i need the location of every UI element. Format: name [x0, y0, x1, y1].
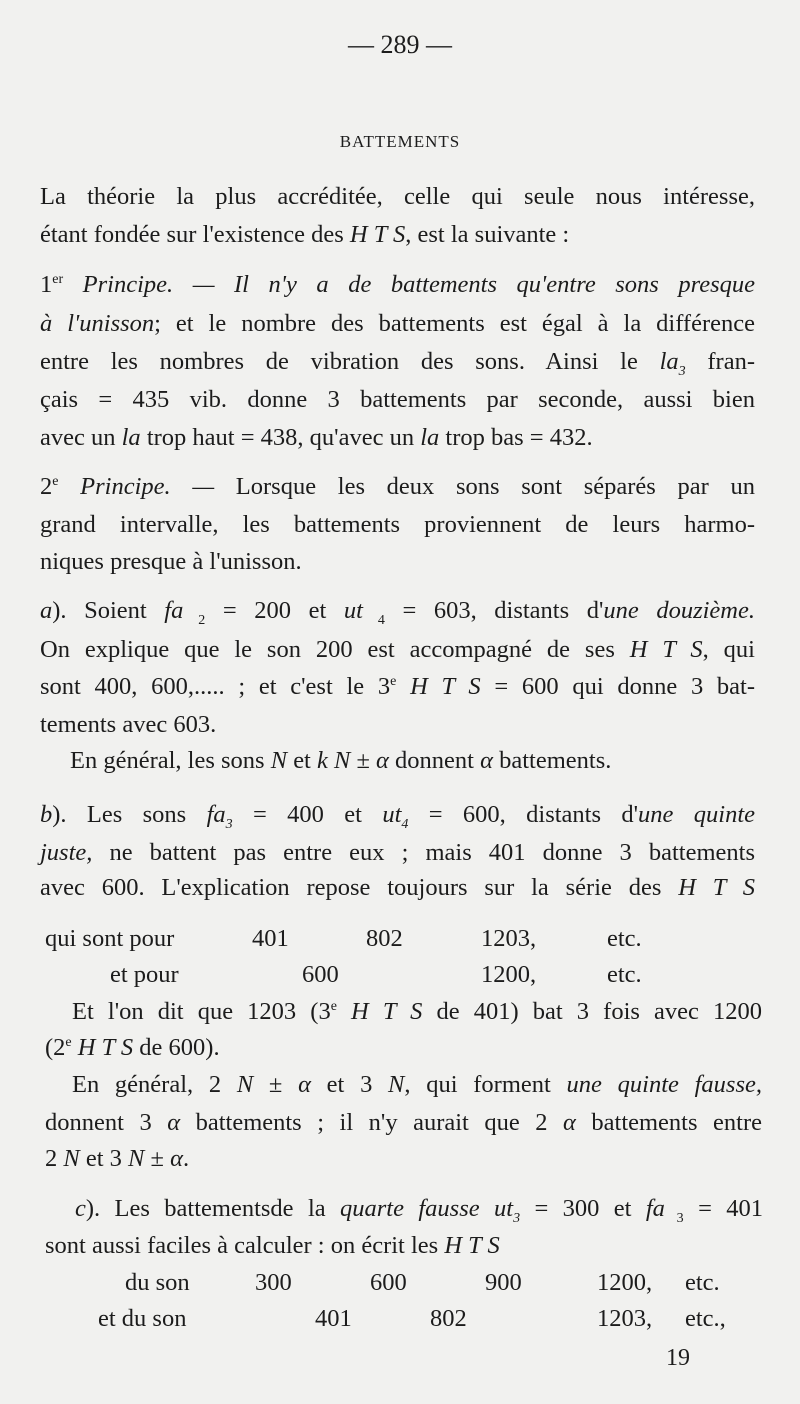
text: , qui forment [404, 1071, 567, 1098]
superscript: e [330, 998, 337, 1014]
note-la: la [121, 424, 141, 451]
pb-line2 [40, 838, 755, 868]
text: , qui [702, 636, 755, 663]
signature-mark: 19 [666, 1345, 690, 1371]
text: trop haut = 438, qu'avec un [140, 424, 421, 451]
p2-line5 [40, 423, 593, 453]
p3-line2: grand intervalle, les battements proviennent de leurs harmo- [40, 511, 755, 538]
text: fran- [685, 348, 755, 375]
math-kN: k N [317, 747, 351, 774]
superscript: e [52, 473, 59, 489]
text: ± [253, 1071, 299, 1098]
series-value: 300 [255, 1269, 292, 1296]
series-row-label: qui sont pour [45, 925, 175, 952]
pa-line5 [70, 746, 611, 776]
series-value: 1203, [481, 925, 537, 952]
series-value: 401 [252, 925, 289, 952]
text: = 200 et [205, 597, 344, 624]
pa-line4: tements avec 603. [40, 711, 217, 738]
superscript: er [52, 271, 64, 287]
hts-term: H T S [629, 636, 703, 663]
pb-line6 [72, 1070, 762, 1100]
subscript: 3 [664, 1210, 684, 1226]
math-N: N [388, 1071, 405, 1098]
note-fa: fa [164, 597, 184, 624]
superscript: e [390, 673, 397, 689]
subscript: 4 [401, 816, 409, 832]
series-value: etc. [607, 925, 642, 952]
text: (2 [45, 1034, 66, 1061]
text: = 600, distants d' [408, 801, 639, 828]
math-alpha: α [298, 1071, 311, 1098]
item-letter: a [40, 597, 53, 624]
series-value: 1200, [597, 1269, 653, 1296]
hts-term: H T S [396, 673, 481, 700]
series-value: 900 [485, 1269, 522, 1296]
text: ). Les sons [52, 801, 207, 828]
text: de 600). [133, 1034, 220, 1061]
series-value: 1203, [597, 1305, 653, 1332]
text: = 600 qui donne 3 bat- [480, 673, 755, 700]
text: battements. [492, 747, 612, 774]
text: ). Soient [52, 597, 165, 624]
text: = 401 [683, 1195, 764, 1222]
pb-line1 [40, 800, 755, 830]
text: sont aussi faciles à calculer : on écrit les [45, 1232, 445, 1259]
running-header: BATTEMENTS [339, 132, 461, 151]
p3-line3: niques presque à l'unisson. [40, 548, 302, 575]
text: trop bas = 432. [439, 424, 593, 451]
pb-line8 [45, 1144, 189, 1174]
math-alpha: α [376, 747, 389, 774]
series-value: 1200, [481, 961, 537, 988]
text: avec un [40, 424, 122, 451]
text: donnent [388, 747, 481, 774]
text: battements entre [575, 1109, 762, 1136]
math-alpha: α [170, 1145, 183, 1172]
pa-line1 [40, 596, 755, 626]
text: On explique que le son 200 est accompagné de ses [40, 636, 630, 663]
p2-line1 [40, 270, 755, 300]
math-alpha: α [167, 1109, 181, 1136]
item-letter: c [75, 1195, 86, 1222]
subscript: 3 [225, 816, 233, 832]
text: entre les nombres de vibration des sons. Ainsi le [40, 348, 660, 375]
pc-line2 [45, 1231, 500, 1261]
series-value: 802 [366, 925, 403, 952]
math-N: N [128, 1145, 145, 1172]
text: = 603, distants d' [384, 597, 604, 624]
math-N: N [63, 1145, 80, 1172]
math-alpha: α [563, 1109, 576, 1136]
text: avec 600. L'explication repose toujours sur la série des [40, 874, 679, 901]
text: et [287, 747, 317, 774]
text: En général, les sons [70, 747, 271, 774]
series-value: etc. [607, 961, 642, 988]
note-ut: ut [479, 1195, 514, 1222]
text: 1 [40, 271, 53, 298]
text: sont 400, 600,..... ; et c'est le 3 [40, 673, 391, 700]
p2-line3 [40, 347, 755, 377]
text: étant fondée sur l'existence des [40, 221, 350, 248]
principle-heading: Principe. — [63, 271, 235, 298]
note-ut: ut [382, 801, 402, 828]
text: Et l'on dit que 1203 (3 [72, 998, 331, 1025]
p2-line4: çais = 435 vib. donne 3 battements par seconde, aussi bien [40, 386, 755, 413]
text: ± [144, 1145, 171, 1172]
series-value: etc., [685, 1305, 726, 1332]
series-value: 600 [370, 1269, 407, 1296]
page-number: — 289 — [348, 30, 452, 59]
note-la: la [420, 424, 440, 451]
text: et 3 [310, 1071, 389, 1098]
series-row-label: et du son [98, 1305, 187, 1332]
italic-text: une douzième. [603, 597, 755, 624]
principle-heading: Principe. — [58, 473, 236, 500]
series-value: 401 [315, 1305, 352, 1332]
item-letter: b [40, 801, 53, 828]
series-value: 802 [430, 1305, 467, 1332]
hts-term: H T S [336, 998, 423, 1025]
math-N: N [236, 1071, 254, 1098]
text: donnent 3 [45, 1109, 168, 1136]
text: battements ; il n'y aurait que 2 [180, 1109, 563, 1136]
text: ; et le nombre des battements est égal à la différence [154, 310, 755, 337]
italic-text: une quinte fausse, [566, 1071, 762, 1098]
text: , est la suivante : [405, 221, 570, 248]
text: 2 [45, 1145, 64, 1172]
pb-line4 [72, 997, 762, 1027]
text: . [182, 1145, 190, 1172]
principle-statement: Il n'y a de battements qu'entre sons presque [234, 271, 755, 298]
text: = 300 et [520, 1195, 646, 1222]
series-row-label: du son [125, 1269, 190, 1296]
hts-term: H T S [444, 1232, 500, 1259]
text: et 3 [79, 1145, 129, 1172]
italic-text: à l'unisson [40, 310, 155, 337]
note-fa: fa [206, 801, 226, 828]
p3-line1 [40, 472, 755, 502]
pa-line3 [40, 672, 755, 702]
pc-line1 [75, 1194, 763, 1224]
subscript: 2 [183, 612, 206, 628]
math-N: N [270, 747, 288, 774]
text: ± [350, 747, 377, 774]
subscript: 4 [362, 612, 385, 628]
pb-line7 [45, 1108, 762, 1138]
text: de 401) bat 3 fois avec 1200 [422, 998, 763, 1025]
italic-text: juste, [40, 839, 93, 866]
pa-line2 [40, 635, 755, 665]
subscript: 3 [678, 363, 686, 379]
pb-line5 [45, 1033, 220, 1063]
p1-line2 [40, 220, 569, 250]
text: En général, 2 [72, 1071, 237, 1098]
note-fa: fa [645, 1195, 665, 1222]
hts-term: H T S [71, 1034, 134, 1061]
p2-line2 [40, 309, 755, 339]
p1-line1: La théorie la plus accréditée, celle qui seule nous intéresse, [40, 183, 755, 210]
hts-term: H T S [678, 874, 755, 901]
text: 2 [40, 473, 53, 500]
subscript: 3 [513, 1210, 521, 1226]
text: Lorsque les deux sons sont séparés par un [235, 473, 755, 500]
series-value: 600 [302, 961, 339, 988]
note-la: la [659, 348, 679, 375]
pb-line3 [40, 873, 755, 903]
superscript: e [65, 1034, 72, 1050]
italic-text: quarte fausse [340, 1195, 480, 1222]
text: ne battent pas entre eux ; mais 401 donne 3 battements [92, 839, 755, 866]
series-value: etc. [685, 1269, 720, 1296]
note-ut: ut [343, 597, 363, 624]
text: ). Les battementsde la [85, 1195, 341, 1222]
hts-term: H T S [349, 221, 406, 248]
text: = 400 et [232, 801, 383, 828]
math-alpha: α [480, 747, 493, 774]
series-row-label: et pour [110, 961, 179, 988]
italic-text: une quinte [638, 801, 756, 828]
